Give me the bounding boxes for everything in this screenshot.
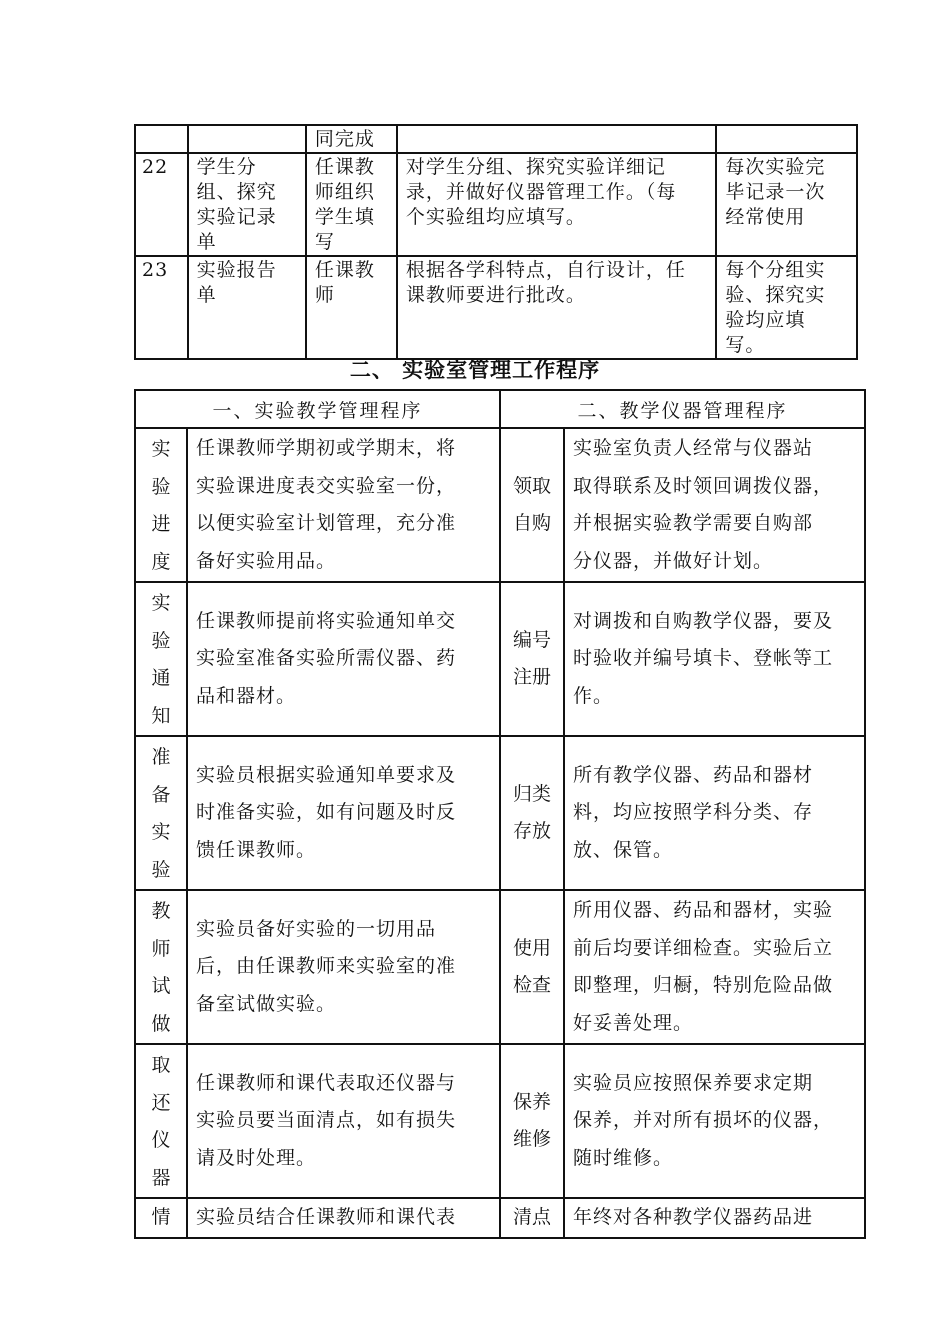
record-name: 学生分 组、探究 实验记录 单 bbox=[188, 153, 306, 256]
table-row bbox=[135, 582, 865, 736]
instrument-step-description: 所有教学仪器、药品和器材 料，均应按照学科分类、存 放、保管。 bbox=[564, 736, 865, 890]
instrument-step-description: 对调拨和自购教学仪器，要及 时验收并编号填卡、登帐等工 作。 bbox=[564, 582, 865, 736]
step-label: 取 还 仪 器 bbox=[135, 1044, 187, 1198]
table-row bbox=[135, 890, 865, 1044]
step-description: 实验员结合任课教师和课代表 bbox=[187, 1198, 500, 1238]
step-label: 教 师 试 做 bbox=[135, 890, 187, 1044]
table-row bbox=[135, 256, 857, 359]
instrument-step-label: 归类 存放 bbox=[500, 736, 564, 890]
table-row bbox=[135, 428, 865, 582]
responsible-party: 任课教 师组织 学生填 写 bbox=[306, 153, 397, 256]
table-row bbox=[135, 1044, 865, 1198]
record-name: 实验报告 单 bbox=[188, 256, 306, 359]
step-label: 准 备 实 验 bbox=[135, 736, 187, 890]
table-row bbox=[135, 125, 857, 153]
instrument-step-description: 所用仪器、药品和器材，实验 前后均要详细检查。实验后立 即整理，归橱，特别危险品做 好妥善处理。 bbox=[564, 890, 865, 1044]
instrument-step-label: 编号 注册 bbox=[500, 582, 564, 736]
instrument-step-label: 领取 自购 bbox=[500, 428, 564, 582]
step-label: 情 bbox=[135, 1198, 187, 1238]
instrument-step-label: 保养 维修 bbox=[500, 1044, 564, 1198]
row-number: 23 bbox=[135, 256, 188, 359]
record-description: 对学生分组、探究实验详细记 录，并做好仪器管理工作。（每 个实验组均应填写。 bbox=[397, 153, 717, 256]
row-number: 22 bbox=[135, 153, 188, 256]
instrument-step-label: 使用 检查 bbox=[500, 890, 564, 1044]
step-label: 实 验 进 度 bbox=[135, 428, 187, 582]
instrument-step-label: 清点 bbox=[500, 1198, 564, 1238]
step-description: 实验员根据实验通知单要求及 时准备实验，如有问题及时反 馈任课教师。 bbox=[187, 736, 500, 890]
procedure-header-row bbox=[135, 390, 865, 428]
record-note bbox=[716, 125, 857, 153]
section-title: 二、 实验室管理工作程序 bbox=[349, 358, 601, 382]
responsible-party: 任课教 师 bbox=[306, 256, 397, 359]
instrument-step-description: 实验员应按照保养要求定期 保养，并对所有损坏的仪器， 随时维修。 bbox=[564, 1044, 865, 1198]
record-description: 根据各学科特点，自行设计，任 课教师要进行批改。 bbox=[397, 256, 717, 359]
table-row bbox=[135, 1198, 865, 1238]
table-row bbox=[135, 736, 865, 890]
instrument-procedure-header: 二、教学仪器管理程序 bbox=[500, 390, 865, 428]
responsible-party: 同完成 bbox=[306, 125, 397, 153]
row-number bbox=[135, 125, 188, 153]
step-description: 实验员备好实验的一切用品 后，由任课教师来实验室的准 备室试做实验。 bbox=[187, 890, 500, 1044]
procedure-table bbox=[134, 389, 866, 1239]
step-description: 任课教师学期初或学期末，将 实验课进度表交实验室一份， 以便实验室计划管理，充分准 备好实验用品。 bbox=[187, 428, 500, 582]
equipment-record-table bbox=[134, 124, 858, 360]
table-row bbox=[135, 153, 857, 256]
record-name bbox=[188, 125, 306, 153]
record-note: 每个分组实 验、探究实 验均应填 写。 bbox=[716, 256, 857, 359]
record-description bbox=[397, 125, 717, 153]
record-note: 每次实验完 毕记录一次 经常使用 bbox=[716, 153, 857, 256]
step-description: 任课教师提前将实验通知单交 实验室准备实验所需仪器、药 品和器材。 bbox=[187, 582, 500, 736]
instrument-step-description: 实验室负责人经常与仪器站 取得联系及时领回调拨仪器， 并根据实验教学需要自购部 分仪器，并做好计划。 bbox=[564, 428, 865, 582]
teaching-procedure-header: 一、实验教学管理程序 bbox=[135, 390, 500, 428]
step-label: 实 验 通 知 bbox=[135, 582, 187, 736]
instrument-step-description: 年终对各种教学仪器药品进 bbox=[564, 1198, 865, 1238]
step-description: 任课教师和课代表取还仪器与 实验员要当面清点，如有损失 请及时处理。 bbox=[187, 1044, 500, 1198]
